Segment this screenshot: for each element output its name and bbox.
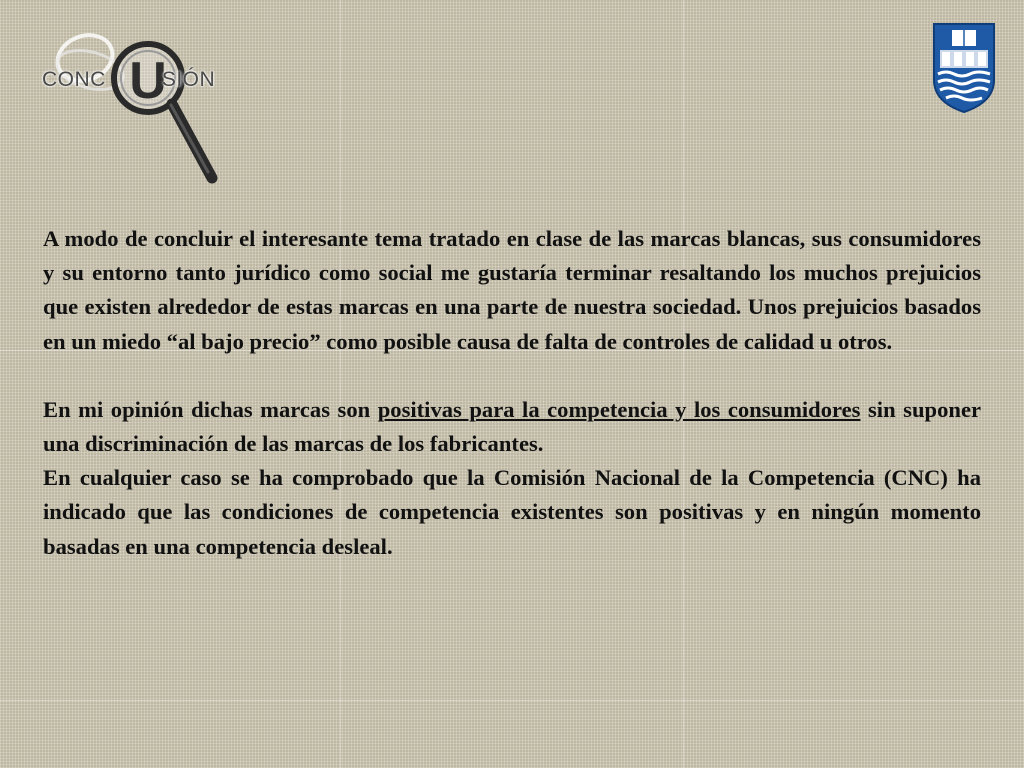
- paragraph-opinion: [43, 393, 981, 461]
- background-seam: [0, 700, 1024, 701]
- title-part-1: CONC: [42, 68, 106, 91]
- page-title: [42, 68, 215, 92]
- university-crest-icon: [932, 22, 996, 114]
- paragraph-intro: A modo de concluir el interesante tema tratado en clase de las marcas blancas, sus consumidores y su entorno tanto jurídico como social me gustaría terminar resaltando los muchos prejuicios que existen alrededor de estas marcas en una parte de nuestra sociedad. Unos prejuicios basados en un miedo “al bajo precio” como posible causa de falta de controles de calidad u otros.: [43, 226, 981, 354]
- conclusion-text: [43, 222, 981, 564]
- paragraph-cnc: En cualquier caso se ha comprobado que la Comisión Nacional de la Competencia (CNC) ha indicado que las condiciones de competencia existentes son positivas y en ningún momento basadas en una competencia desleal.: [43, 465, 981, 559]
- slide-title: [30, 20, 290, 195]
- magnifier-icon: [30, 20, 230, 195]
- title-part-2: SIÓN: [161, 68, 216, 91]
- opinion-tail: sin suponer una discriminación de las marcas de los fabricantes.: [43, 396, 981, 457]
- magnifier-letter: U: [129, 52, 167, 110]
- opinion-lead: En mi opinión dichas marcas son: [43, 396, 378, 422]
- opinion-highlight: positivas para la competencia y los consumidores: [377, 396, 861, 422]
